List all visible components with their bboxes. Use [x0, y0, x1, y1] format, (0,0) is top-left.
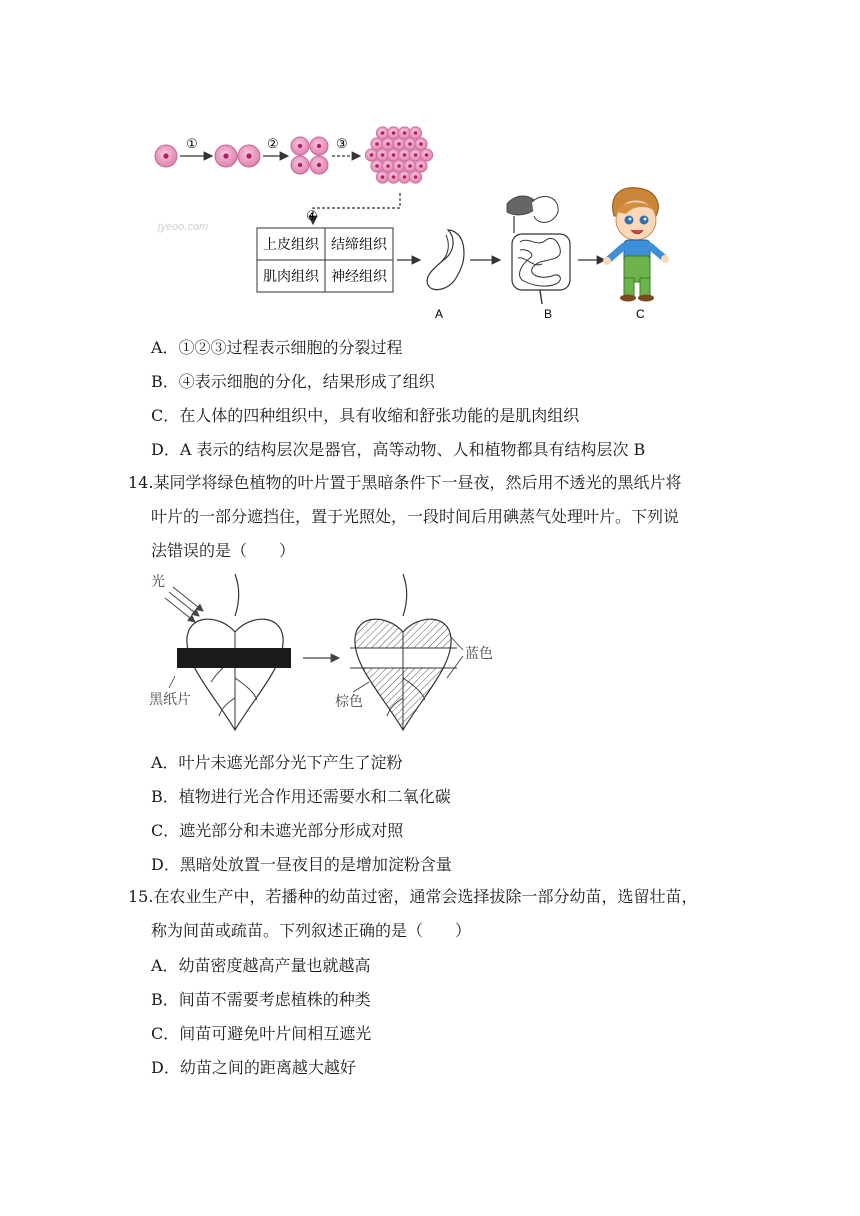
cluster-cell-nucleus — [397, 164, 401, 168]
q13-option-d: D．A 表示的结构层次是器官，高等动物、人和植物都具有结构层次 B — [151, 440, 646, 459]
q14-option-b: B．植物进行光合作用还需要水和二氧化碳 — [151, 787, 451, 806]
cluster-cell-nucleus — [414, 131, 418, 135]
q15-stem-line-1: 15.在农业生产中，若播种的幼苗过密，通常会选择拔除一部分幼苗，选留壮苗， — [128, 887, 698, 906]
cluster-cell-nucleus — [392, 175, 396, 179]
tissue-table — [257, 228, 393, 292]
cluster-cell-nucleus — [392, 153, 396, 157]
label-b: B — [544, 307, 553, 321]
q15-number: 15. — [128, 887, 154, 906]
tissue-epithelial: 上皮组织 — [263, 237, 319, 253]
cluster-cell-nucleus — [370, 153, 374, 157]
q15-option-c: C．间苗可避免叶片间相互遮光 — [151, 1024, 372, 1043]
cluster-cell-nucleus — [419, 164, 423, 168]
q15-stem-line-2: 称为间苗或疏苗。下列叙述正确的是（ ） — [151, 921, 472, 940]
q13-option-a: A．①②③过程表示细胞的分裂过程 — [151, 338, 403, 357]
q14-stem-line-3: 法错误的是（ ） — [151, 541, 296, 560]
q14-option-c: C．遮光部分和未遮光部分形成对照 — [151, 821, 404, 840]
step-1-label: ① — [186, 137, 198, 152]
blue-label: 蓝色 — [465, 646, 493, 662]
child-figure — [603, 188, 669, 302]
cluster-cell-nucleus — [386, 164, 390, 168]
two-cells — [215, 145, 260, 167]
black-paper-label: 黑纸片 — [149, 692, 191, 708]
cluster-cell-nucleus — [381, 131, 385, 135]
step-2-label: ② — [267, 137, 279, 152]
q14-option-a: A．叶片未遮光部分光下产生了淀粉 — [151, 753, 403, 772]
tissue-muscle: 肌肉组织 — [263, 269, 319, 285]
digestive-system — [507, 196, 570, 304]
q14-stem-line-1: 14.某同学将绿色植物的叶片置于黑暗条件下一昼夜，然后用不透光的黑纸片将 — [128, 473, 682, 492]
q14-stem-line-2: 叶片的一部分遮挡住，置于光照处，一段时间后用碘蒸气处理叶片。下列说 — [151, 507, 680, 526]
q13-option-b: B．④表示细胞的分化，结果形成了组织 — [151, 372, 435, 391]
leaf-treated — [345, 574, 465, 740]
single-cell — [155, 145, 177, 167]
step-4-label: ④ — [306, 209, 318, 224]
q14-option-d: D．黑暗处放置一昼夜目的是增加淀粉含量 — [151, 855, 452, 874]
watermark: jyeoo.com — [158, 221, 209, 233]
cluster-cell-nucleus — [403, 131, 407, 135]
label-a: A — [435, 307, 444, 321]
q13-figure — [150, 108, 680, 323]
q13-option-c: C．在人体的四种组织中，具有收缩和舒张功能的是肌肉组织 — [151, 406, 580, 425]
cluster-cell-nucleus — [386, 142, 390, 146]
q15-option-b: B．间苗不需要考虑植株的种类 — [151, 990, 371, 1009]
cluster-cell-nucleus — [375, 142, 379, 146]
light-label: 光 — [151, 574, 165, 590]
tissue-connective: 结缔组织 — [331, 237, 387, 253]
light-rays — [165, 587, 203, 622]
cluster-cell-nucleus — [381, 153, 385, 157]
brown-label: 棕色 — [335, 694, 363, 710]
cluster-cell-nucleus — [375, 164, 379, 168]
cluster-cell-nucleus — [392, 131, 396, 135]
cluster-cell-nucleus — [414, 153, 418, 157]
cell-cluster — [365, 127, 432, 183]
cluster-cell-nucleus — [397, 142, 401, 146]
cluster-cell-nucleus — [381, 175, 385, 179]
cluster-cell-nucleus — [403, 175, 407, 179]
q14-figure — [145, 570, 515, 740]
q15-option-a: A．幼苗密度越高产量也就越高 — [151, 956, 371, 975]
label-c: C — [636, 307, 645, 321]
tissue-nervous: 神经组织 — [331, 269, 387, 285]
q15-option-d: D．幼苗之间的距离越大越好 — [151, 1058, 356, 1077]
cluster-cell-nucleus — [403, 153, 407, 157]
cluster-cell-nucleus — [425, 153, 429, 157]
cluster-cell-nucleus — [419, 142, 423, 146]
step-3-label: ③ — [336, 137, 348, 152]
four-cells — [291, 137, 328, 174]
stomach-organ — [427, 230, 464, 290]
cluster-cell-nucleus — [414, 175, 418, 179]
q14-number: 14. — [128, 473, 154, 492]
cluster-cell-nucleus — [408, 164, 412, 168]
cluster-cell-nucleus — [408, 142, 412, 146]
